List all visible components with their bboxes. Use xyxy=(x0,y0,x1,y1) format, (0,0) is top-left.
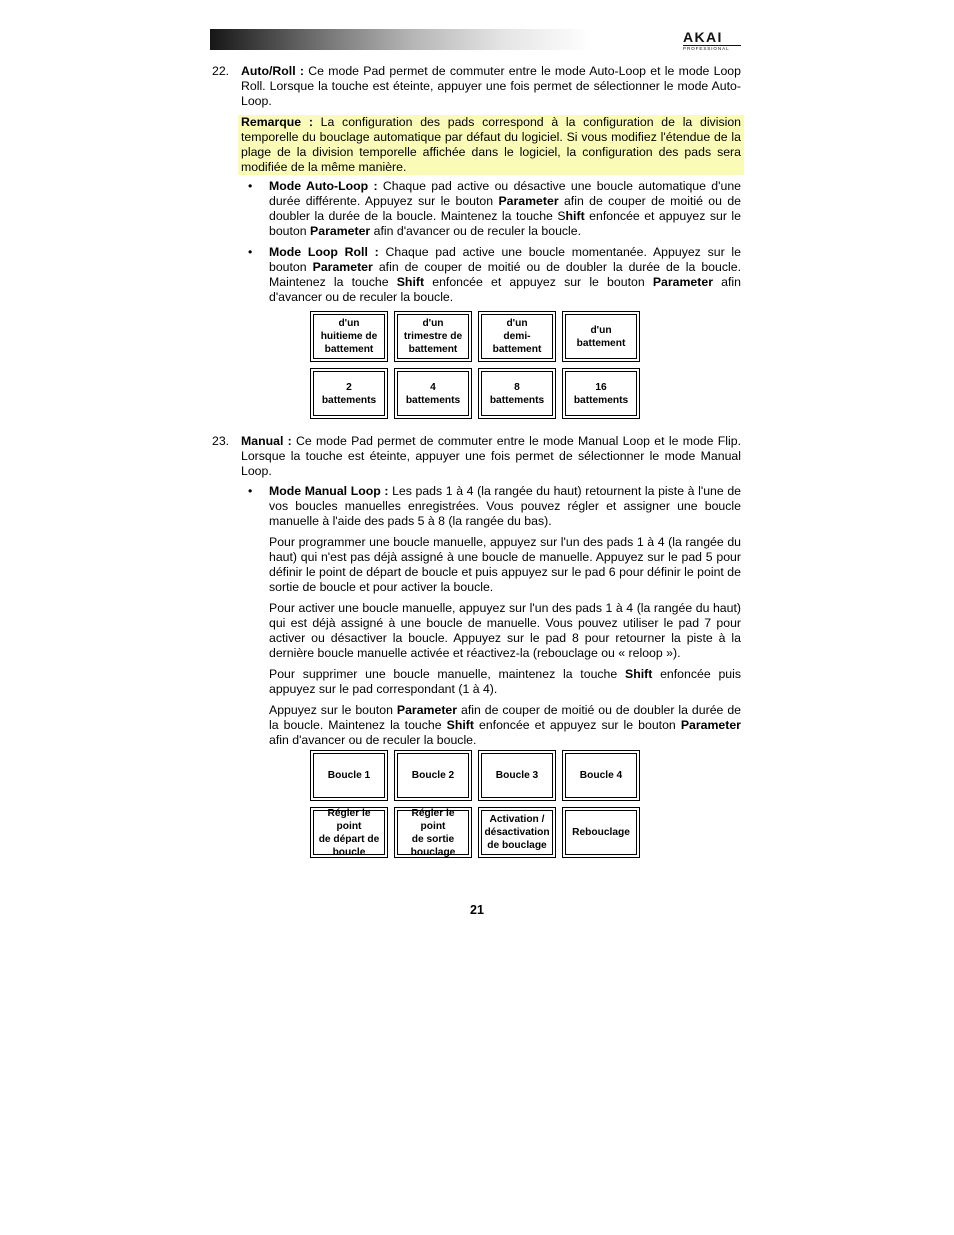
para-text: Pour supprimer une boucle manuelle, maintenez la touche xyxy=(269,667,625,681)
logo-brand: AKAI xyxy=(683,29,723,45)
pad-1 xyxy=(310,750,388,801)
pad-label: Activation / désactivation de bouclage xyxy=(481,810,553,855)
note-label: Remarque : xyxy=(241,115,313,129)
bold-term: Parameter xyxy=(498,194,559,208)
section-body xyxy=(241,434,741,479)
bold-term: Parameter xyxy=(310,224,371,238)
pad-3 xyxy=(478,750,556,801)
bold-term: Parameter xyxy=(396,703,458,717)
pad-label: d'un battement xyxy=(565,314,637,359)
section-title: Auto/Roll : xyxy=(241,64,304,78)
pad-4 xyxy=(562,750,640,801)
manual-loop-details xyxy=(248,535,741,748)
para-program: Pour programmer une boucle manuelle, appuyez sur l'un des pads 1 à 4 (la rangée du haut) qui n'est pas déjà assigné à une boucle de manuelle. Appuyez sur le pad 5 pour définir le point de départ de boucle et puis appuyez sur le pad 6 pour définir le point de sortie de boucle et pour activer la boucle. xyxy=(269,535,741,594)
pad-label: 16 battements xyxy=(565,371,637,416)
pad-6 xyxy=(394,807,472,858)
bullet-title: Mode Loop Roll : xyxy=(269,245,379,259)
bullet-list-22 xyxy=(248,179,741,311)
bullet-auto-loop xyxy=(248,179,741,239)
bold-term: hift xyxy=(565,209,585,223)
note-box xyxy=(238,115,744,175)
pad-1 xyxy=(310,311,388,362)
pad-grid-auto-roll xyxy=(310,311,642,419)
pad-4 xyxy=(562,311,640,362)
bullet-text: afin d'avancer ou de reculer la boucle. xyxy=(370,224,582,238)
pad-2 xyxy=(394,311,472,362)
bold-term: Shift xyxy=(625,667,653,681)
header-gradient-bar xyxy=(210,29,741,50)
para-delete xyxy=(269,667,741,697)
bullet-title: Mode Manual Loop : xyxy=(269,484,389,498)
para-parameter xyxy=(269,703,741,748)
pad-label: d'un demi- battement xyxy=(481,314,553,359)
pad-6 xyxy=(394,368,472,419)
para-text: enfoncée et appuyez sur le bouton xyxy=(473,718,681,732)
bullet-dot: • xyxy=(248,179,253,193)
pad-label: Régler le point de sortie bouclage xyxy=(397,810,469,855)
bullet-text: enfoncée et appuyez sur le bouton xyxy=(269,209,741,238)
bold-term: Parameter xyxy=(652,275,713,289)
bold-term: Shift xyxy=(446,718,474,732)
section-text: Ce mode Pad permet de commuter entre le mode Manual Loop et le mode Flip. Lorsque la touche est éteinte, appuyer une fois permet de sélectionner le mode Manual Loop. xyxy=(241,434,741,478)
pad-grid-manual xyxy=(310,750,642,858)
para-text: afin d'avancer ou de reculer la boucle. xyxy=(269,733,477,747)
para-activate: Pour activer une boucle manuelle, appuyez sur l'un des pads 1 à 4 (la rangée du haut) qui est déjà assigné à une boucle de manuelle. Vous pouvez utiliser le pad 7 pour activer ou désactiver la boucle. Appuyez sur le pad 8 pour retourner la piste à la dernière boucle manuelle activée et réactivez-la (rebouclage ou « reloop »). xyxy=(269,601,741,660)
pad-label: d'un huitieme de battement xyxy=(313,314,385,359)
logo-subtitle: PROFESSIONAL xyxy=(683,45,741,51)
section-body xyxy=(241,64,741,109)
akai-logo xyxy=(683,31,741,49)
pad-label: 8 battements xyxy=(481,371,553,416)
bullet-loop-roll xyxy=(248,245,741,305)
para-text: enfoncée puis appuyez sur le pad correspondant (1 à 4). xyxy=(269,667,741,696)
bullet-text: afin de couper de moitié ou de doubler la durée de la boucle. Maintenez la touche xyxy=(269,260,741,289)
para-text: afin de couper de moitié ou de doubler la durée de la boucle. Maintenez la touche xyxy=(269,703,741,732)
pad-7 xyxy=(478,807,556,858)
bullet-dot: • xyxy=(248,245,253,259)
pad-label: Régler le point de départ de boucle xyxy=(313,810,385,855)
pad-5 xyxy=(310,368,388,419)
note-text: La configuration des pads correspond à la configuration de la division temporelle du bouclage automatique par défaut du logiciel. Si vous modifiez l'étendue de la plage de la division temporelle affichée dans le logiciel, la configuration des pads sera modifiée de la même manière. xyxy=(241,115,741,174)
section-title: Manual : xyxy=(241,434,292,448)
pad-label: Boucle 3 xyxy=(481,753,553,798)
pad-3 xyxy=(478,311,556,362)
bold-term: Parameter xyxy=(680,718,741,732)
bullet-text: afin de couper de moitié ou de doubler la durée de la boucle. Maintenez la touche S xyxy=(269,194,741,223)
section-number: 22. xyxy=(212,64,230,78)
bullet-text: Chaque pad active ou désactive une boucle automatique d'une durée différente. Appuyez sur le bouton xyxy=(269,179,741,208)
bullet-text: afin d'avancer ou de reculer la boucle. xyxy=(269,275,741,304)
pad-8 xyxy=(562,368,640,419)
pad-label: Boucle 2 xyxy=(397,753,469,798)
bold-term: Shift xyxy=(396,275,425,289)
pad-label: 2 battements xyxy=(313,371,385,416)
pad-label: Rebouclage xyxy=(565,810,637,855)
section-22 xyxy=(212,64,741,109)
pad-label: 4 battements xyxy=(397,371,469,416)
bullet-text: Les pads 1 à 4 (la rangée du haut) retournent la piste à l'une de vos boucles manuelles enregistrées. Vous pouvez régler et assigner une boucle manuelle à l'aide des pads 5 à 8 (la rangée du bas). xyxy=(269,484,742,528)
pad-label: Boucle 1 xyxy=(313,753,385,798)
pad-2 xyxy=(394,750,472,801)
section-text: Ce mode Pad permet de commuter entre le mode Auto-Loop et le mode Loop Roll. Lorsque la touche est éteinte, appuyer une fois permet de sélectionner le mode Auto-Loop. xyxy=(241,64,741,108)
bold-term: Parameter xyxy=(312,260,373,274)
section-23 xyxy=(212,434,741,479)
para-text: Appuyez sur le bouton xyxy=(269,703,397,717)
bullet-text: enfoncée et appuyez sur le bouton xyxy=(424,275,653,289)
bullet-manual-loop xyxy=(248,484,741,529)
pad-5 xyxy=(310,807,388,858)
bullet-dot: • xyxy=(248,484,253,498)
bullet-list-23 xyxy=(248,484,741,754)
pad-label: Boucle 4 xyxy=(565,753,637,798)
pad-label: d'un trimestre de battement xyxy=(397,314,469,359)
bullet-text: Chaque pad active une boucle momentanée. Appuyez sur le bouton xyxy=(269,245,741,274)
bullet-title: Mode Auto-Loop : xyxy=(269,179,378,193)
pad-7 xyxy=(478,368,556,419)
section-number: 23. xyxy=(212,434,230,448)
page-number: 21 xyxy=(470,903,484,917)
pad-8 xyxy=(562,807,640,858)
